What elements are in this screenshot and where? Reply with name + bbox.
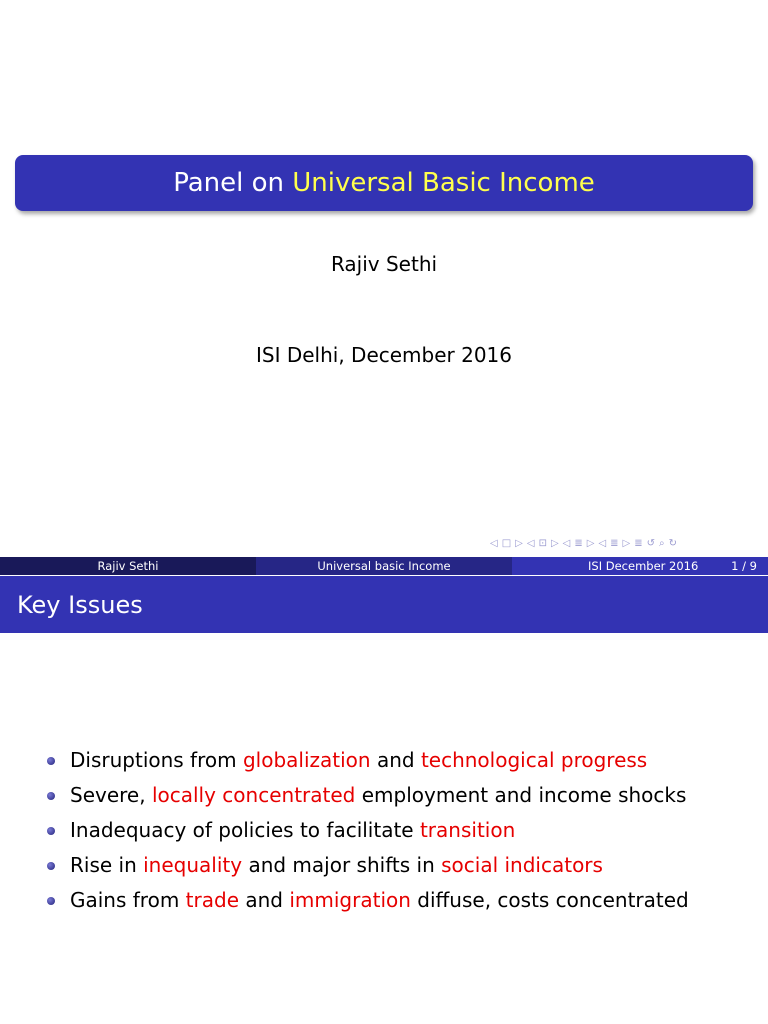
bullet-text: Severe, [70, 783, 152, 807]
page-number: 1 / 9 [731, 559, 757, 573]
nav-symbol-icon[interactable]: ≣ [634, 538, 644, 549]
bullet-list [47, 743, 689, 918]
nav-symbol-icon[interactable]: ◁ [490, 538, 499, 549]
footline-title: Universal basic Income [256, 557, 512, 575]
nav-symbol-icon[interactable]: ≣ [610, 538, 620, 549]
bullet-text: diffuse, costs concentrated [410, 888, 689, 912]
bullet-item [47, 778, 689, 813]
nav-symbol-icon[interactable]: ◁ [526, 538, 536, 549]
footline-date-page [512, 557, 768, 575]
bullet-icon [47, 827, 55, 835]
nav-symbol-icon[interactable]: ▷ [586, 538, 596, 549]
bullet-text: and major shifts in [242, 853, 442, 877]
nav-symbol-icon[interactable]: □ [501, 538, 513, 549]
bullet-item [47, 813, 689, 848]
title-prefix: Panel on [173, 168, 284, 198]
bullet-item [47, 743, 689, 778]
nav-symbol-icon[interactable]: ▷ [515, 538, 524, 549]
bullet-text: Inadequacy of policies to facilitate [70, 818, 420, 842]
footline [0, 557, 768, 575]
bullet-text: Disruptions from [70, 748, 243, 772]
bullet-text: Gains from [70, 888, 186, 912]
alert-text: locally concentrated [151, 783, 356, 807]
key-issues-slide [0, 576, 768, 1024]
alert-text: immigration [289, 888, 411, 912]
bullet-item [47, 883, 689, 918]
nav-symbol-icon[interactable]: ≣ [574, 538, 584, 549]
bullet-icon [47, 792, 55, 800]
nav-symbol-icon[interactable]: ▷ [550, 538, 560, 549]
nav-symbol-icon[interactable]: ◁ [598, 538, 608, 549]
frame-title: Key Issues [0, 576, 768, 633]
bullet-item [47, 848, 689, 883]
footline-date: ISI December 2016 [588, 559, 699, 573]
alert-text: globalization [242, 748, 371, 772]
bullet-text: Rise in [70, 853, 144, 877]
alert-text: trade [185, 888, 239, 912]
alert-text: technological progress [420, 748, 648, 772]
title-box [15, 155, 753, 211]
institute-date: ISI Delhi, December 2016 [255, 343, 513, 367]
bullet-icon [47, 757, 55, 765]
author-name: Rajiv Sethi [330, 252, 438, 276]
nav-symbol-icon[interactable]: ▷ [622, 538, 632, 549]
bullet-text: and [370, 748, 421, 772]
alert-text: inequality [143, 853, 243, 877]
nav-symbol-icon[interactable]: ↺ [646, 538, 657, 549]
nav-symbol-icon[interactable]: ⊡ [538, 538, 548, 549]
nav-symbol-icon[interactable]: ⌕ [659, 538, 666, 549]
navigation-symbols[interactable] [490, 538, 681, 549]
bullet-text: employment and income shocks [355, 783, 687, 807]
alert-text: social indicators [441, 853, 603, 877]
bullet-icon [47, 862, 55, 870]
footline-author: Rajiv Sethi [0, 557, 256, 575]
bullet-text: and [239, 888, 290, 912]
alert-text: transition [419, 818, 516, 842]
bullet-icon [47, 897, 55, 905]
title-highlight: Universal Basic Income [292, 168, 595, 198]
nav-symbol-icon[interactable]: ↻ [668, 538, 679, 549]
nav-symbol-icon[interactable]: ◁ [562, 538, 572, 549]
